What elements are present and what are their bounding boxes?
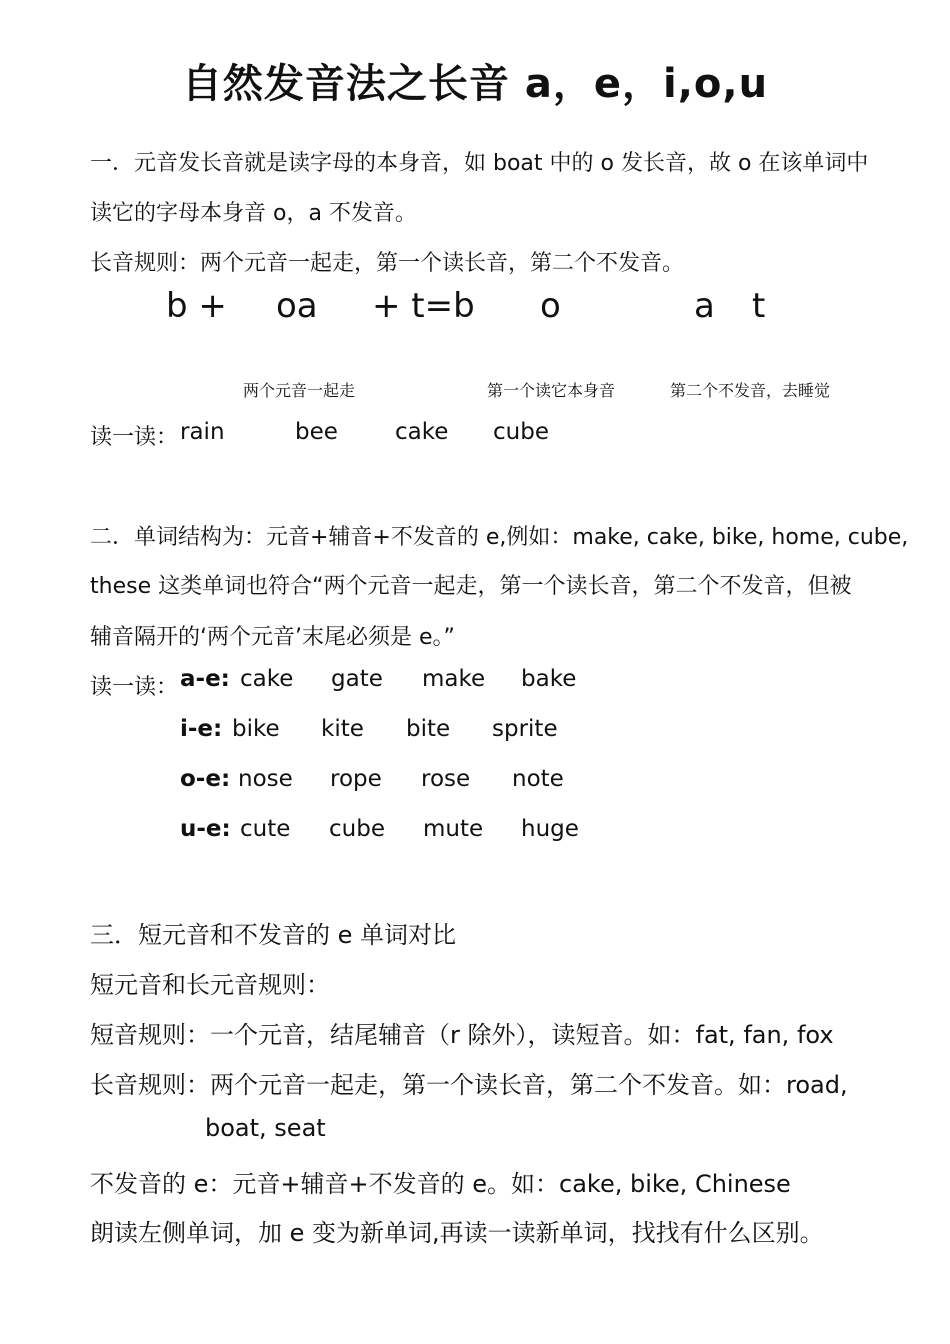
section2-line2: these 这类单词也符合“两个元音一起走，第一个读长音，第二个不发音，但被 bbox=[90, 574, 852, 599]
section3-heading: 三．短元音和不发音的 e 单词对比 bbox=[90, 921, 457, 949]
word-i-e-2: kite bbox=[321, 716, 364, 742]
word-u-e-2: cube bbox=[329, 816, 385, 842]
formula-part-a: a bbox=[694, 286, 715, 326]
word-cake: cake bbox=[395, 419, 449, 445]
word-o-e-2: rope bbox=[330, 766, 382, 792]
word-i-e-3: bite bbox=[406, 716, 451, 742]
section3-subheading: 短元音和长元音规则： bbox=[90, 971, 330, 999]
word-u-e-4: huge bbox=[521, 816, 579, 842]
word-o-e-3: rose bbox=[421, 766, 471, 792]
word-bee: bee bbox=[295, 419, 338, 445]
word-i-e-4: sprite bbox=[492, 716, 558, 742]
word-a-e-3: make bbox=[422, 666, 486, 692]
word-rain: rain bbox=[180, 419, 225, 445]
word-o-e-1: nose bbox=[238, 766, 293, 792]
word-u-e-3: mute bbox=[423, 816, 484, 842]
word-i-e-1: bike bbox=[232, 716, 280, 742]
pattern-u-e: u-e: bbox=[180, 816, 231, 842]
section1-line1: 一．元音发长音就是读字母的本身音，如 boat 中的 o 发长音，故 o 在该单词中 bbox=[90, 151, 869, 176]
section2-line1: 二．单词结构为：元音+辅音+不发音的 e,例如：make, cake, bike, home, cube, bbox=[90, 525, 909, 550]
word-u-e-1: cute bbox=[240, 816, 291, 842]
short-vowel-rule: 短音规则：一个元音，结尾辅音（r 除外），读短音。如：fat, fan, fox bbox=[90, 1021, 834, 1049]
formula-part-oa: oa bbox=[276, 286, 318, 326]
formula-part-o: o bbox=[540, 286, 561, 326]
formula-part-t: t bbox=[752, 286, 766, 326]
section2-line3: 辅音隔开的‘两个元音’末尾必须是 e。” bbox=[90, 625, 455, 650]
long-vowel-rule-examples: boat, seat bbox=[205, 1114, 326, 1142]
note-second-silent: 第二个不发音，去睡觉 bbox=[670, 381, 831, 400]
word-a-e-4: bake bbox=[521, 666, 577, 692]
read-label: 读一读： bbox=[90, 425, 179, 450]
pattern-i-e: i-e: bbox=[180, 716, 223, 742]
read-label-2: 读一读： bbox=[90, 675, 179, 700]
pattern-o-e: o-e: bbox=[180, 766, 231, 792]
word-o-e-4: note bbox=[512, 766, 564, 792]
page-title: 自然发音法之长音 a，e，i,o,u bbox=[181, 61, 769, 107]
word-a-e-2: gate bbox=[331, 666, 383, 692]
word-cube: cube bbox=[493, 419, 549, 445]
word-a-e-1: cake bbox=[240, 666, 294, 692]
note-first-reads: 第一个读它本身音 bbox=[487, 381, 616, 400]
long-vowel-rule: 长音规则：两个元音一起走，第一个读长音，第二个不发音。 bbox=[90, 251, 685, 276]
instruction-text: 朗读左侧单词，加 e 变为新单词,再读一读新单词，找找有什么区别。 bbox=[90, 1219, 824, 1247]
long-vowel-rule-2: 长音规则：两个元音一起走，第一个读长音，第二个不发音。如：road, bbox=[90, 1071, 848, 1099]
silent-e-rule: 不发音的 e：元音+辅音+不发音的 e。如：cake, bike, Chinese bbox=[90, 1170, 791, 1198]
note-two-vowels: 两个元音一起走 bbox=[243, 381, 356, 400]
section1-line2: 读它的字母本身音 o，a 不发音。 bbox=[90, 201, 417, 226]
formula-part-teq: + t=b bbox=[372, 286, 475, 326]
pattern-a-e: a-e: bbox=[180, 666, 230, 692]
formula-part-b: b + bbox=[166, 286, 227, 326]
